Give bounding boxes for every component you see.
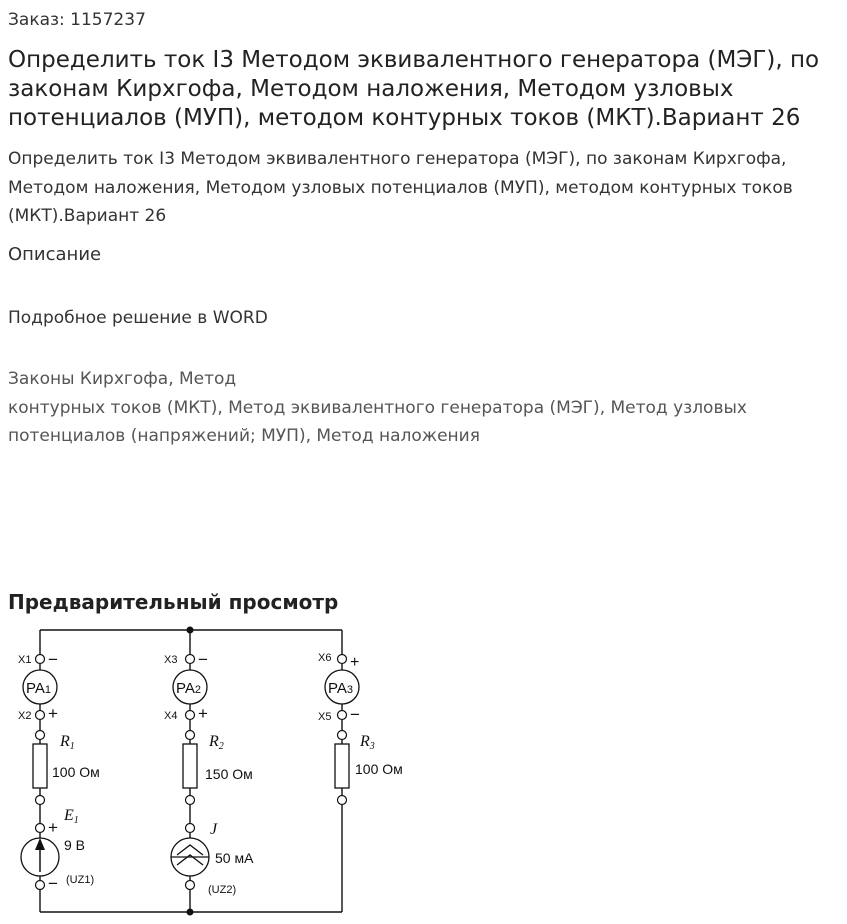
terminal — [338, 655, 347, 664]
tag-link[interactable]: контурных токов (МКТ) — [8, 397, 218, 418]
resistor-r2 — [183, 744, 197, 788]
terminal — [186, 711, 195, 720]
polarity-sign: − — [48, 650, 58, 669]
order-number: Заказ: 1157237 — [8, 10, 146, 30]
terminal — [186, 824, 195, 833]
polarity-sign: − — [48, 874, 58, 893]
resistor-symbol: R1 — [60, 733, 75, 752]
terminal — [36, 731, 45, 740]
resistor-symbol: R3 — [360, 733, 375, 752]
terminal — [186, 796, 195, 805]
tag-separator: , — [599, 397, 611, 418]
tag-link[interactable]: Метод узловых — [610, 397, 747, 418]
ammeter-label: PA1 — [26, 680, 52, 697]
terminal-label: X1 — [18, 654, 32, 666]
source-value: 9 В — [64, 837, 86, 853]
terminal — [36, 824, 45, 833]
polarity-sign: + — [48, 818, 58, 837]
source-tag: (UZ2) — [208, 884, 237, 896]
tag-link[interactable]: Метод наложения — [316, 426, 480, 446]
source-symbol: J — [210, 821, 218, 838]
ammeter-label: PA2 — [176, 680, 202, 697]
tag-link[interactable]: потенциалов (напряжений; МУП) — [8, 426, 306, 446]
resistor-value: 100 Ом — [52, 764, 100, 780]
terminal-label: X4 — [164, 710, 178, 722]
terminal-label: X2 — [18, 710, 32, 722]
page-title: Определить ток I3 Методом эквивалентного генератора (МЭГ), по законам Кирхгофа, Методом наложения, Методом узловых потенциалов (МУП), методом контурных токов (МКТ).Вариант 26 — [8, 47, 820, 131]
terminal-label: X5 — [318, 711, 332, 723]
source-value: 50 мА — [215, 850, 254, 866]
resistor-symbol: R2 — [209, 733, 224, 752]
tag-separator: , — [168, 369, 179, 389]
terminal — [36, 796, 45, 805]
tag-link[interactable]: Законы Кирхгофа — [8, 369, 169, 389]
polarity-sign: − — [198, 650, 208, 669]
source-symbol: E1 — [64, 807, 79, 826]
resistor-value: 100 Ом — [355, 761, 403, 777]
tag-separator: , — [217, 397, 229, 418]
terminal — [36, 881, 45, 890]
resistor-value: 150 Ом — [205, 766, 253, 782]
junction-dot — [187, 627, 194, 634]
polarity-sign: + — [48, 704, 58, 723]
polarity-sign: + — [198, 704, 208, 723]
description-body: Подробное решение в WORD — [8, 308, 268, 328]
terminal — [186, 881, 195, 890]
terminal-label: X3 — [164, 654, 178, 666]
terminal — [338, 711, 347, 720]
summary-text: Определить ток I3 Методом эквивалентного генератора (МЭГ), по законам Кирхгофа, Методом наложения, Методом узловых потенциалов (МУП), методом контурных токов (МКТ).Вариант 26 — [8, 149, 793, 226]
terminal — [36, 711, 45, 720]
terminal — [338, 796, 347, 805]
polarity-sign: − — [350, 705, 360, 724]
preview-heading: Предварительный просмотр — [8, 590, 339, 614]
source-tag: (UZ1) — [66, 874, 95, 886]
tag-link[interactable]: Метод эквивалентного генератора (МЭГ) — [228, 397, 600, 418]
tag-link[interactable]: Метод — [179, 369, 237, 389]
terminal — [186, 731, 195, 740]
resistor-r3 — [335, 744, 349, 788]
terminal — [338, 731, 347, 740]
terminal — [186, 655, 195, 664]
resistor-r1 — [33, 744, 47, 788]
description-heading: Описание — [8, 244, 102, 265]
junction-dot — [187, 909, 194, 916]
polarity-sign: + — [350, 654, 360, 671]
ammeter-label: PA3 — [328, 680, 354, 697]
tag-separator: , — [305, 426, 317, 446]
terminal-label: X6 — [318, 652, 332, 664]
terminal — [36, 655, 45, 664]
